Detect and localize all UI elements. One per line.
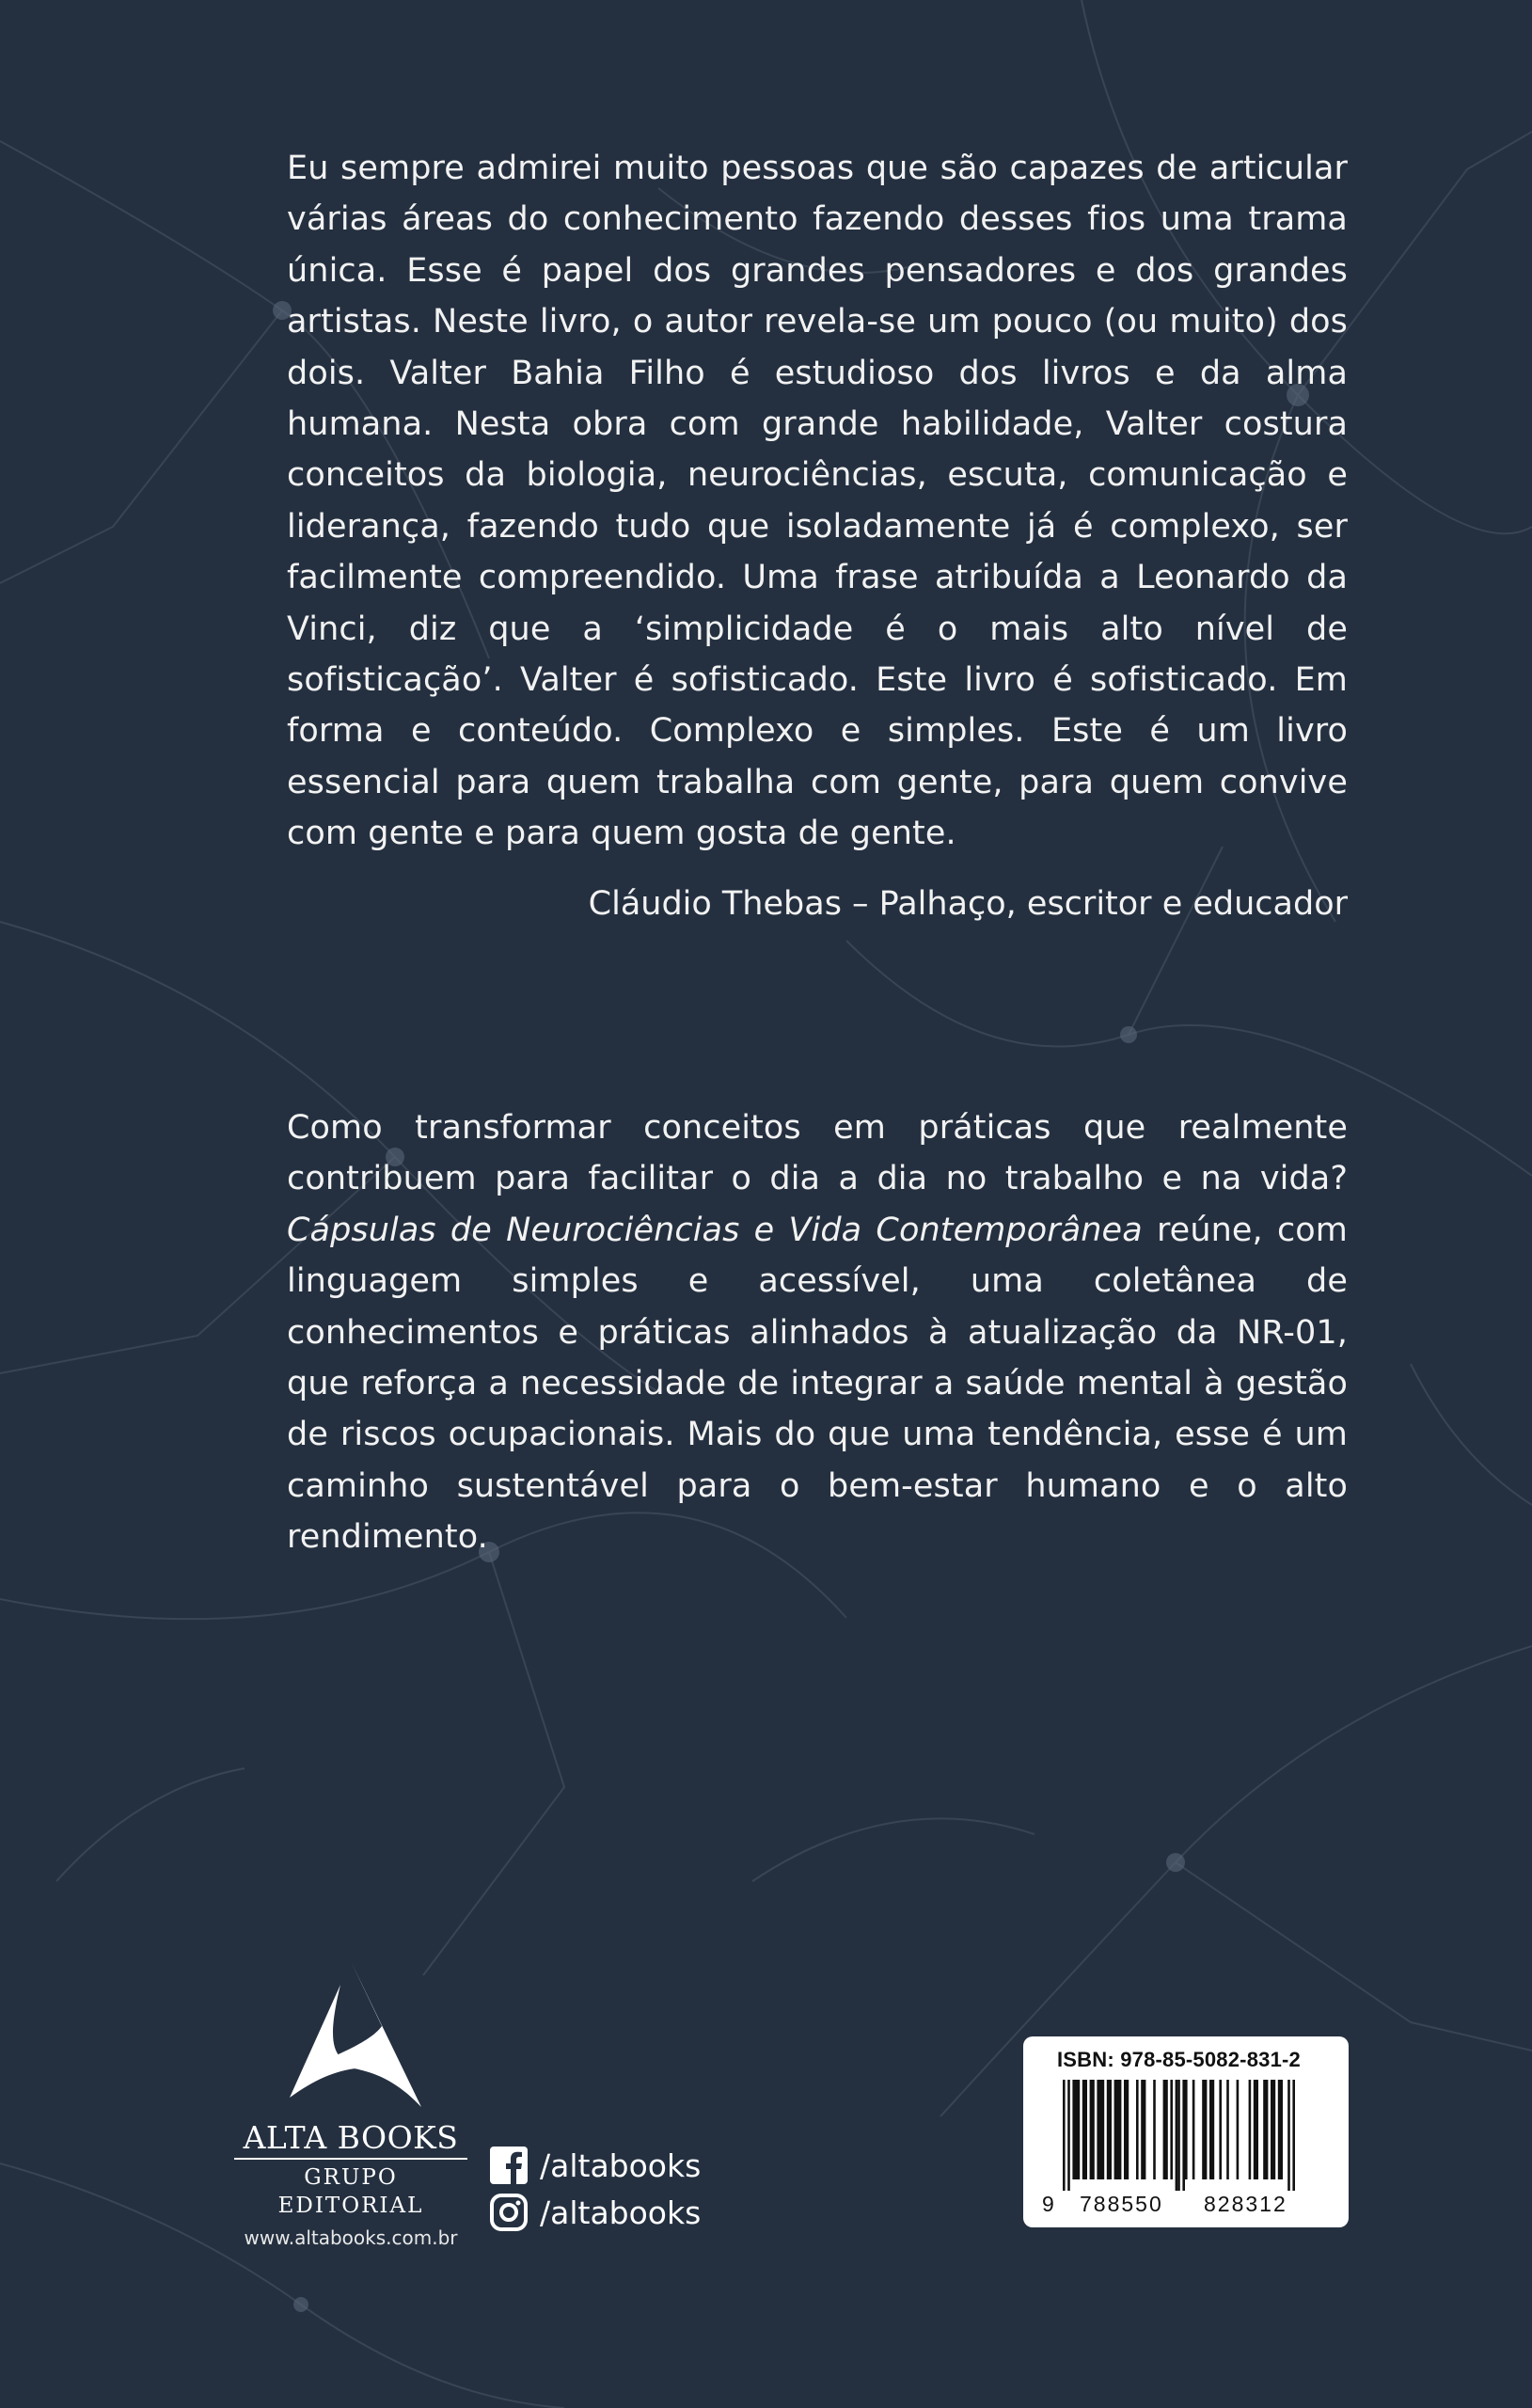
social-facebook bbox=[489, 2145, 701, 2186]
barcode-bar bbox=[1271, 2080, 1275, 2179]
instagram-handle: /altabooks bbox=[540, 2194, 702, 2231]
barcode-bar bbox=[1249, 2080, 1252, 2179]
barcode-bar bbox=[1209, 2080, 1214, 2179]
barcode-bar bbox=[1072, 2080, 1080, 2179]
alta-books-mountain-icon bbox=[271, 1956, 431, 2116]
barcode-bar bbox=[1176, 2080, 1178, 2191]
barcode-bar bbox=[1219, 2080, 1222, 2179]
barcode-bar bbox=[1107, 2080, 1112, 2179]
endorsement-attribution: Cláudio Thebas – Palhaço, escritor e educador bbox=[588, 885, 1348, 923]
barcode-bar bbox=[1114, 2080, 1122, 2179]
barcode-bar bbox=[1082, 2080, 1087, 2179]
barcode-bar bbox=[1182, 2080, 1185, 2191]
barcode-bar bbox=[1185, 2080, 1188, 2179]
endorsement-paragraph: Eu sempre admirei muito pessoas que são capazes de articular várias áreas do conhecimento fazendo desses fios uma trama única. Esse é papel dos grandes pensadores e dos grandes artistas. Neste livro, o autor revela-se um pouco (ou muito) dos dois. Valter Bahia Filho é estudioso dos livros e da alma humana. Nesta obra com grande habilidade, Valter costura conceitos da biologia, neurociências, escuta, comunicação e liderança, fazendo tudo que isoladamente já é complexo, ser facilmente compreendido. Uma frase atribuída a Leonardo da Vinci, diz que a ‘simplicidade é o mais alto nível de sofisticação’. Valter é sofisticado. Este livro é sofisticado. Em forma e conteúdo. Complexo e simples. Este é um livro essencial para quem trabalha com gente, para quem convive com gente e para quem gosta de gente. bbox=[287, 150, 1348, 853]
isbn-barcode-box bbox=[1023, 2036, 1349, 2227]
barcode-bar bbox=[1278, 2080, 1283, 2179]
barcode-bar bbox=[1163, 2080, 1168, 2179]
barcode-bar bbox=[1124, 2080, 1129, 2179]
publisher-subname: GRUPO EDITORIAL bbox=[277, 2165, 424, 2218]
barcode-bar bbox=[1192, 2080, 1195, 2179]
barcode-bar bbox=[1063, 2080, 1066, 2191]
barcode bbox=[1059, 2080, 1315, 2191]
barcode-bar bbox=[1153, 2080, 1156, 2179]
publisher-logo bbox=[229, 1956, 473, 2252]
barcode-bar bbox=[1177, 2080, 1180, 2191]
barcode-bar bbox=[1170, 2080, 1173, 2179]
facebook-icon bbox=[489, 2146, 529, 2185]
publisher-divider bbox=[234, 2158, 467, 2160]
barcode-bar bbox=[1226, 2080, 1229, 2179]
barcode-bar bbox=[1263, 2080, 1268, 2179]
isbn-label: ISBN: 978-85-5082-831-2 bbox=[1057, 2048, 1301, 2071]
book-title: Cápsulas de Neurociências e Vida Contemporânea bbox=[287, 1211, 1143, 1249]
instagram-icon bbox=[489, 2193, 529, 2232]
publisher-url: www.altabooks.com.br bbox=[244, 2226, 458, 2249]
barcode-lead-digit: 9 bbox=[1042, 2192, 1054, 2216]
barcode-right-digits: 828312 bbox=[1204, 2192, 1287, 2216]
barcode-left-digits: 788550 bbox=[1080, 2192, 1163, 2216]
barcode-bar bbox=[1202, 2080, 1207, 2179]
barcode-bar bbox=[1090, 2080, 1095, 2179]
barcode-bar bbox=[1097, 2080, 1104, 2179]
facebook-handle: /altabooks bbox=[540, 2147, 702, 2184]
barcode-bar bbox=[1136, 2080, 1139, 2179]
publisher-name: ALTA BOOKS bbox=[243, 2119, 459, 2156]
synopsis-paragraph bbox=[287, 1102, 1348, 1563]
social-instagram bbox=[489, 2192, 701, 2233]
barcode-bar bbox=[1287, 2080, 1290, 2191]
synopsis-intro: Como transformar conceitos em práticas que realmente contribuem para facilitar o dia a dia no trabalho e na vida? bbox=[287, 1109, 1348, 1198]
barcode-bar bbox=[1254, 2080, 1258, 2179]
barcode-bar bbox=[1237, 2080, 1240, 2179]
synopsis-body: reúne, com linguagem simples e acessível, uma coletânea de conhecimentos e práticas alinhados à atualização da NR-01, que reforça a necessidade de integrar a saúde mental à gestão de riscos ocupacionais. Mais do que uma tendência, esse é um caminho sustentável para o bem-estar humano e o alto rendimento. bbox=[287, 1211, 1348, 1557]
barcode-bar bbox=[1292, 2080, 1295, 2191]
barcode-bar bbox=[1141, 2080, 1145, 2179]
barcode-bar bbox=[1067, 2080, 1070, 2191]
